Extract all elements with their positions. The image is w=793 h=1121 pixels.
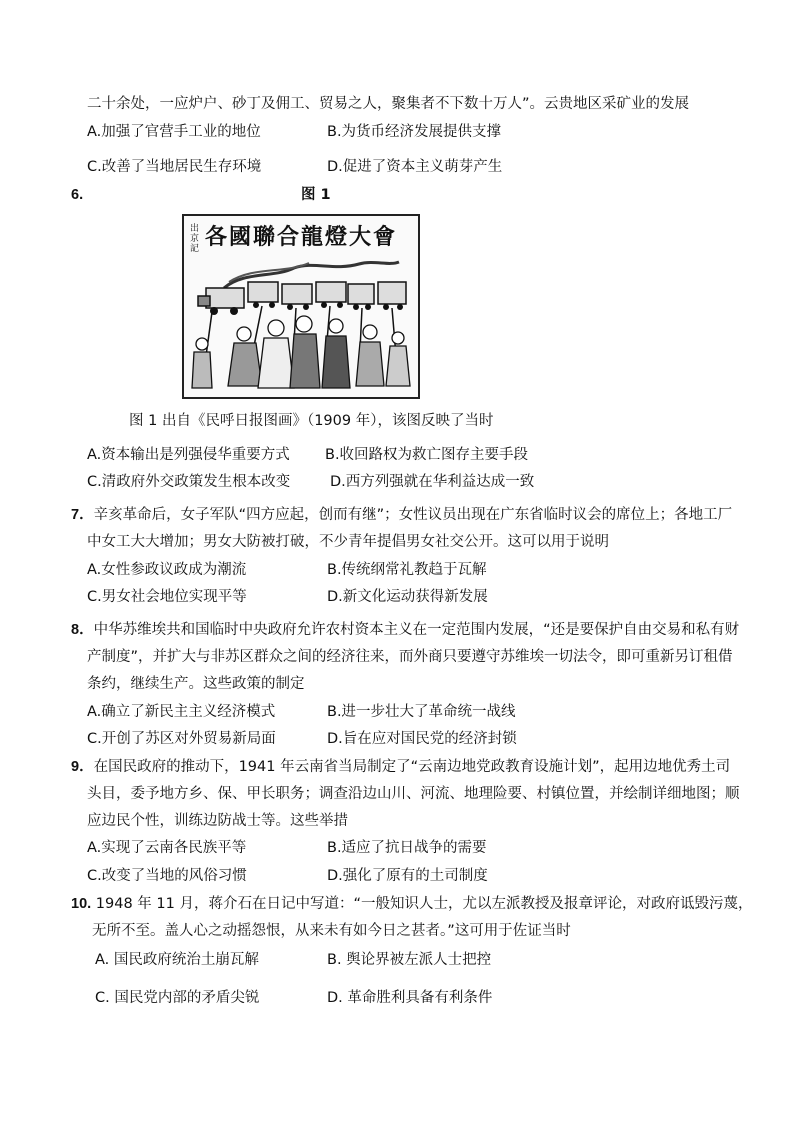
- cartoon-figure: [182, 214, 420, 399]
- q5-option-a: A.加强了官营手工业的地位: [87, 124, 261, 140]
- q7-option-d: D.新文化运动获得新发展: [327, 589, 488, 605]
- q6-option-b: B.收回路权为救亡图存主要手段: [325, 447, 529, 463]
- q8-option-d: D.旨在应对国民党的经济封锁: [327, 731, 517, 747]
- q8-option-c: C.开创了苏区对外贸易新局面: [87, 731, 276, 747]
- q8-line2: 产制度”，并扩大与非苏区群众之间的经济往来，而外商只要遵守苏维埃一切法令，即可重新另订租借: [87, 649, 733, 665]
- q10-line2: 无所不至。盖人心之动摇怨恨，从来未有如今日之甚者。”这可用于佐证当时: [92, 923, 571, 939]
- q5-stem-end: 二十余处，一应炉户、砂丁及佣工、贸易之人，聚集者不下数十万人”。云贵地区采矿业的发展: [87, 96, 690, 112]
- q5-option-b: B.为货币经济发展提供支撑: [327, 124, 502, 140]
- q7-number: 7．: [71, 507, 94, 523]
- q8-number: 8．: [71, 622, 94, 638]
- q9-option-d: D.强化了原有的土司制度: [327, 868, 488, 884]
- q9-line2: 头目，委予地方乡、保、甲长职务；调查沿边山川、河流、地理险要、村镇位置，并绘制详细地图；顺: [87, 786, 740, 802]
- q9-option-c: C.改变了当地的风俗习惯: [87, 868, 247, 884]
- q8-line1: 8．中华苏维埃共和国临时中央政府允许农村资本主义在一定范围内发展，“还是要保护自由交易和私有财: [71, 622, 740, 638]
- q9-line3: 应边民个性，训练边防战士等。这些举措: [87, 813, 348, 829]
- q7-option-a: A.女性参政议政成为潮流: [87, 562, 247, 578]
- q9-option-a: A.实现了云南各民族平等: [87, 840, 247, 856]
- q10-option-d: D. 革命胜利具备有利条件: [327, 990, 493, 1006]
- q6-option-a: A.资本输出是列强侵华重要方式: [87, 447, 290, 463]
- q6-figure-label: 图 1: [301, 187, 331, 203]
- q10-option-b: B. 舆论界被左派人士把控: [327, 952, 492, 968]
- q8-line3: 条约，继续生产。这些政策的制定: [87, 676, 305, 692]
- q10-option-c: C. 国民党内部的矛盾尖锐: [95, 990, 260, 1006]
- q7-line1: 7．辛亥革命后，女子军队“四方应起，创而有继”；女性议员出现在广东省临时议会的席位上；各地工厂: [71, 507, 733, 523]
- q6-option-c: C.清政府外交政策发生根本改变: [87, 474, 291, 490]
- q8-option-a: A.确立了新民主主义经济模式: [87, 704, 276, 720]
- q6-option-d: D.西方列强就在华利益达成一致: [330, 474, 535, 490]
- q10-line1: 10. 1948 年 11 月，蒋介石在日记中写道：“一般知识人士，尤以左派教授及报章评论，对政府诋毁污蔑，: [71, 896, 753, 912]
- q9-option-b: B.适应了抗日战争的需要: [327, 840, 487, 856]
- q5-option-d: D.促进了资本主义萌芽产生: [327, 159, 503, 175]
- cartoon-illustration: [184, 216, 418, 397]
- figure-title: 各國聯合龍燈大會: [204, 224, 397, 250]
- q10-number: 10.: [71, 896, 92, 912]
- q7-option-b: B.传统纲常礼教趋于瓦解: [327, 562, 487, 578]
- q9-number: 9．: [71, 759, 94, 775]
- q10-option-a: A. 国民政府统治土崩瓦解: [95, 952, 259, 968]
- q6-caption: 图 1 出自《民呼日报图画》（1909 年），该图反映了当时: [129, 413, 494, 429]
- q7-line2: 中女工大大增加；男女大防被打破，不少青年提倡男女社交公开。这可以用于说明: [87, 534, 609, 550]
- q8-option-b: B.进一步壮大了革命统一战线: [327, 704, 516, 720]
- q7-option-c: C.男女社会地位实现平等: [87, 589, 247, 605]
- figure-side-inscription: 出京記: [190, 224, 200, 254]
- q9-line1: 9．在国民政府的推动下，1941 年云南省当局制定了“云南边地党政教育设施计划”，起用边地优秀土司: [71, 759, 731, 775]
- q5-option-c: C.改善了当地居民生存环境: [87, 159, 262, 175]
- q6-number: 6.: [71, 187, 84, 203]
